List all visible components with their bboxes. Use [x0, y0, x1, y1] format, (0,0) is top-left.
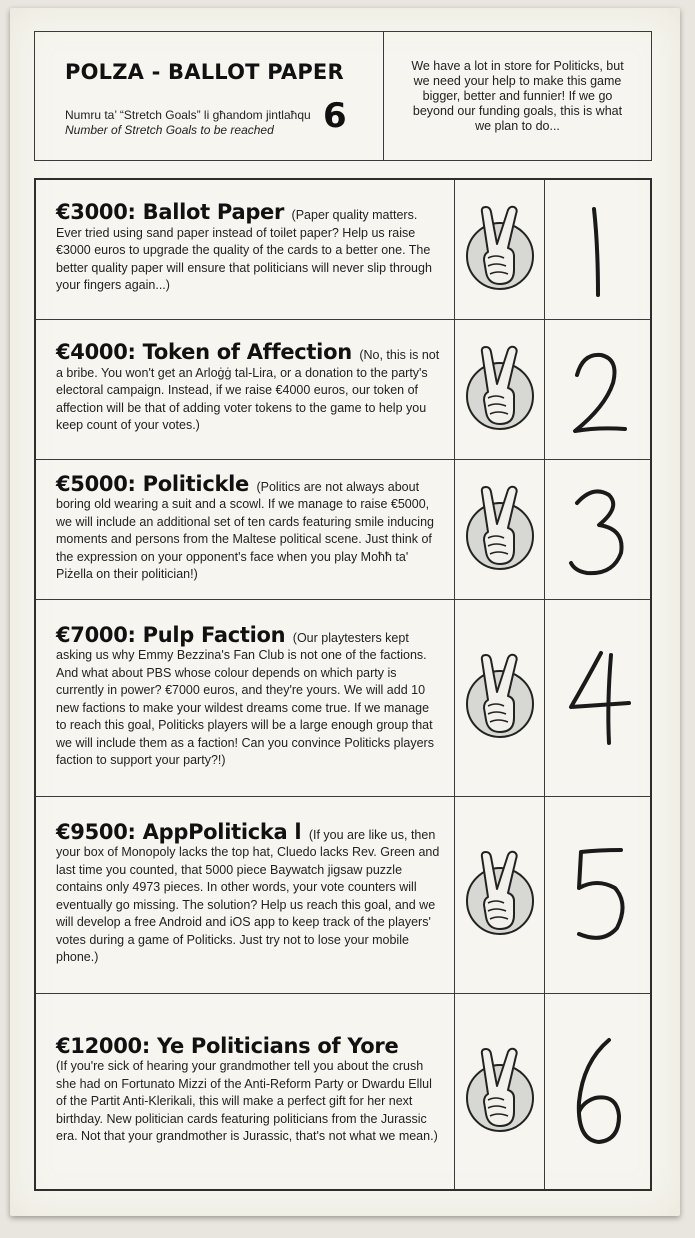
- peace-hand-icon: [464, 1046, 536, 1138]
- goal-title: €7000: Pulp Faction: [56, 622, 286, 647]
- goal-text-cell: [36, 600, 455, 796]
- goal-row: [36, 994, 650, 1189]
- vote-icon-cell[interactable]: [455, 797, 545, 993]
- goal-row: [36, 460, 650, 600]
- goal-text-cell: [36, 994, 455, 1189]
- peace-hand-icon: [464, 484, 536, 576]
- goal-description: (Paper quality matters. Ever tried using sand paper instead of toilet paper? Help us raise €3000 euros to upgrade the quality of the cards to a better one. The better quality paper will ensure that politicians will never slip through your fingers again...): [56, 208, 432, 293]
- goal-count-value: 6: [323, 96, 347, 136]
- goal-description: (Politics are not always about boring old wearing a suit and a scowl. If we manage to raise €5000, we will include an additional set of ten cards featuring smile inducing moments and persons from the Maltese political scene. Just think of the expression on your opponent's face when you play Moħħ ta' Piżella on their politician!): [56, 479, 434, 581]
- goal-text-cell: [36, 320, 455, 459]
- goal-row: [36, 797, 650, 994]
- goal-row: [36, 180, 650, 320]
- goal-description: (If you are like us, then your box of Monopoly lacks the top hat, Cluedo lacks Rev. Green and last time you counted, that 5000 piece Baywatch jigsaw puzzle contains only 4973 pieces. In other words, your vote counters will eventually go missing. The solution? Help us reach this goal, and we will develop a free Android and iOS app to keep track of the players' votes during a game of Politicks. Just try not to lose your mobile phone.): [56, 827, 440, 964]
- goal-row: [36, 320, 650, 460]
- handwritten-number: [568, 195, 628, 305]
- vote-icon-cell[interactable]: [455, 320, 545, 459]
- header-title-box: [35, 32, 384, 160]
- peace-hand-icon: [464, 204, 536, 296]
- goal-count-label-maltese: Numru ta’ “Stretch Goals” li għandom jintlaħqu: [65, 108, 311, 122]
- vote-number-cell[interactable]: [545, 797, 650, 993]
- handwritten-number: [563, 643, 633, 753]
- handwritten-number: [563, 1032, 633, 1152]
- peace-hand-icon: [464, 344, 536, 436]
- goal-title: €9500: AppPoliticka l: [56, 819, 302, 844]
- vote-number-cell[interactable]: [545, 320, 650, 459]
- goal-description: (No, this is not a bribe. You won't get an Arloġġ tal-Lira, or a donation to the party's electoral campaign. Instead, if we raise €4000 euros, our token of affection will be that of adding voter tokens to the game to help you keep count of your votes.): [56, 348, 440, 433]
- stretch-goals-table: [34, 178, 652, 1191]
- goal-row: [36, 600, 650, 797]
- vote-number-cell[interactable]: [545, 180, 650, 319]
- vote-icon-cell[interactable]: [455, 600, 545, 796]
- intro-text: We have a lot in store for Politicks, but we need your help to make this game bigger, better and funnier! If we go beyond our funding goals, this is what we plan to do...: [411, 58, 624, 133]
- ballot-header: [34, 31, 652, 161]
- vote-icon-cell[interactable]: [455, 994, 545, 1189]
- vote-number-cell[interactable]: [545, 994, 650, 1189]
- handwritten-number: [563, 840, 633, 950]
- goal-title: €5000: Politickle: [56, 471, 249, 496]
- goal-text-cell: [36, 180, 455, 319]
- goal-count-label-english: Number of Stretch Goals to be reached: [65, 123, 274, 137]
- handwritten-number: [563, 475, 633, 585]
- page-title: POLZA - BALLOT PAPER: [65, 60, 344, 84]
- goal-text-cell: [36, 797, 455, 993]
- vote-number-cell[interactable]: [545, 460, 650, 599]
- handwritten-number: [563, 335, 633, 445]
- peace-hand-icon: [464, 849, 536, 941]
- peace-hand-icon: [464, 652, 536, 744]
- goal-description: (If you're sick of hearing your grandmother tell you about the crush she had on Fortunato Mizzi of the Anti-Reform Party or Dwardu Ellul of the Partit Anti-Klerikali, this will make a perfect gift for her next birthday. New politician cards featuring politicians from the Jurassic era. Not that your grandmother is Jurassic, that's not what we mean.): [56, 1059, 438, 1143]
- goal-title: €3000: Ballot Paper: [56, 200, 285, 225]
- vote-icon-cell[interactable]: [455, 180, 545, 319]
- goal-title: €12000: Ye Politicians of Yore: [56, 1033, 399, 1058]
- vote-icon-cell[interactable]: [455, 460, 545, 599]
- vote-number-cell[interactable]: [545, 600, 650, 796]
- goal-description: (Our playtesters kept asking us why Emmy Bezzina's Fan Club is not one of the factions. And what about PBS whose colour depends on which party is currently in power? €7000 euros, and they're yours. We will add 10 new factions to make your wildest dreams come true. If we manage to reach this goal, Politicks players will be a large enough group that we will include them as a faction! Can you convince Politicks players faction to support your party?!): [56, 630, 434, 767]
- goal-text-cell: [36, 460, 455, 599]
- goal-title: €4000: Token of Affection: [56, 340, 352, 365]
